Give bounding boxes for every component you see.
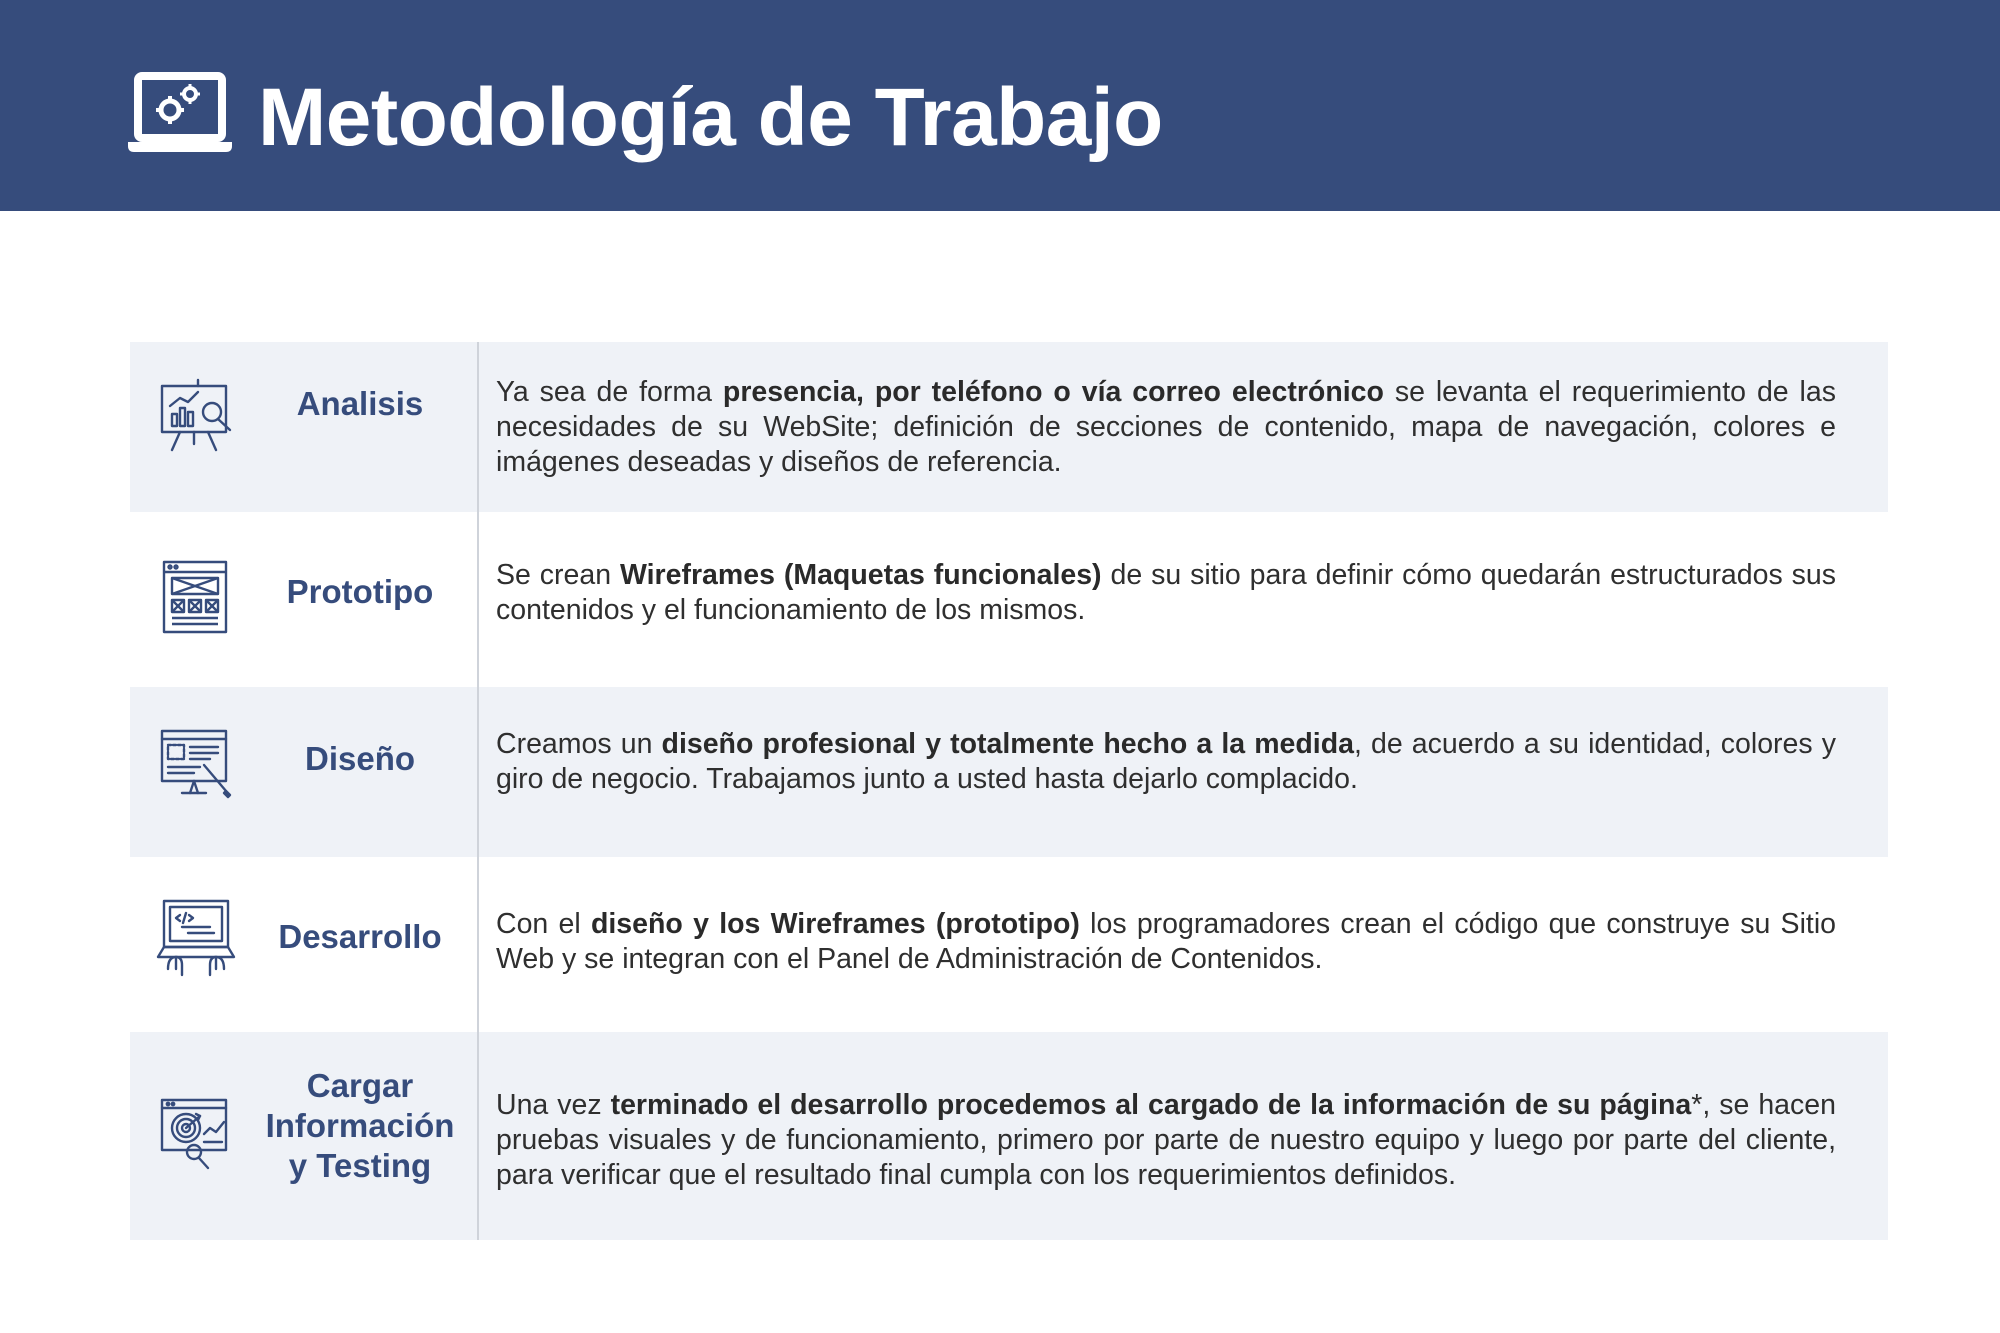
step-title-line: Cargar <box>306 1067 414 1104</box>
presentation-analysis-icon <box>160 378 236 454</box>
step-row-testing <box>130 1032 1888 1240</box>
step-description: Creamos un diseño profesional y totalmente hecho a la medida, de acuerdo a su identidad, colores y giro de negocio. Trabajamos junto a usted hasta dejarlo complacido. <box>496 728 1836 795</box>
column-divider <box>477 342 479 1240</box>
step-row-prototipo <box>130 512 1888 687</box>
step-title: Desarrollo <box>278 918 442 955</box>
step-row-analisis <box>130 342 1888 512</box>
step-title-line: Información <box>265 1107 455 1144</box>
step-title: Diseño <box>304 740 416 777</box>
step-title-multiline <box>240 1066 480 1186</box>
step-description: Con el diseño y los Wireframes (prototipo) los programadores crean el código que construye su Sitio Web y se integran con el Panel de Administración de Contenidos. <box>496 908 1836 975</box>
step-title: Prototipo <box>286 573 434 610</box>
wireframe-icon <box>160 558 236 634</box>
laptop-code-icon <box>154 897 238 973</box>
target-testing-icon <box>160 1098 236 1174</box>
step-description: Una vez terminado el desarrollo procedemos al cargado de la información de su página*, se hacen pruebas visuales y de funcionamiento, primero por parte de nuestro equipo y luego por parte del cliente, para verificar que el resultado final cumpla con los requerimientos definidos. <box>496 1089 1836 1191</box>
step-row-desarrollo <box>130 857 1888 1032</box>
methodology-table <box>130 342 1888 1240</box>
header-banner <box>0 0 2000 211</box>
step-row-diseno <box>130 687 1888 857</box>
step-title-line: y Testing <box>288 1147 432 1184</box>
monitor-design-icon <box>160 729 236 805</box>
laptop-gears-icon <box>128 72 232 154</box>
step-description: Ya sea de forma presencia, por teléfono o vía correo electrónico se levanta el requerimiento de las necesidades de su WebSite; definición de secciones de contenido, mapa de navegación, colores e imágenes deseadas y diseños de referencia. <box>496 376 1836 478</box>
step-title: Analisis <box>296 385 424 422</box>
step-description: Se crean Wireframes (Maquetas funcionales) de su sitio para definir cómo quedarán estructurados sus contenidos y el funcionamiento de los mismos. <box>496 559 1836 626</box>
page-title: Metodología de Trabajo <box>258 72 1163 163</box>
